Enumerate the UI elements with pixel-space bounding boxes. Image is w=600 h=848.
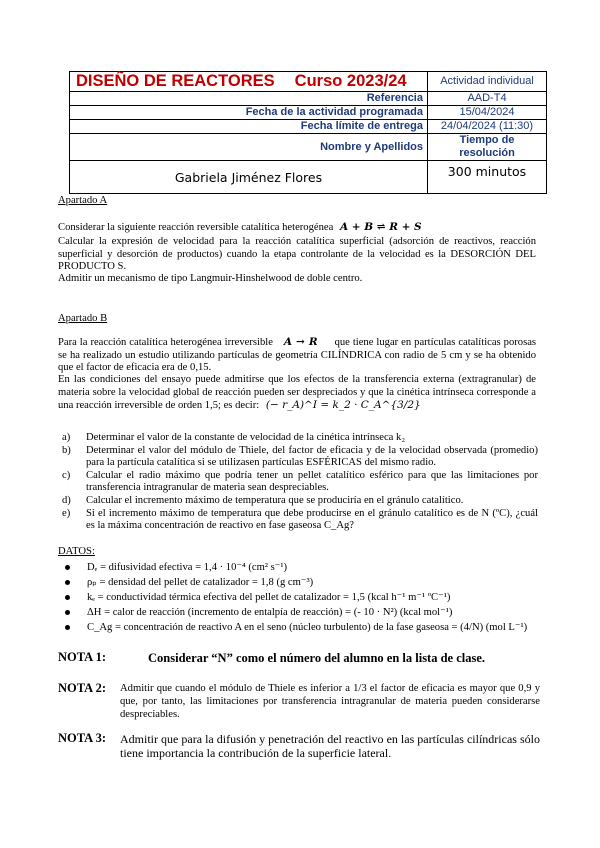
course-title [70,72,428,92]
nota-text: Considerar “N” como el número del alumno en la lista de clase. [148,651,486,665]
question-marker: b) [62,444,71,456]
list-item [58,560,548,575]
datos-text: Dₑ = difusividad efectiva = 1,4 · 10⁻⁴ (cm² s⁻¹) [87,562,288,573]
header-table [69,71,547,194]
scheduled-date-value: 15/04/2024 [428,106,547,120]
nota-label: NOTA 3: [58,731,107,745]
question-marker: a) [62,432,71,443]
activity-type: Actividad individual [428,72,547,92]
nota-text: Admitir que cuando el módulo de Thiele es inferior a 1/3 el factor de eficacia es mayor que 0,9 y que, por tanto, las limitaciones por transferencia intragranular de materia pueden considerarse despreciables. [120,683,540,720]
apartado-b-p2-text: En las condiciones del ensayo puede admitirse que los efectos de la transferencia externa (extragranular) de materia sobre la velocidad global de reacción pueden ser despreciados y que la cinética intrínseca corresponde a una reacción irreversible de orden 1,5; es decir: [58,374,536,412]
list-item [58,575,548,590]
subject-title: DISEÑO DE REACTORES [76,72,275,90]
list-item [58,470,538,495]
list-item [58,508,538,533]
question-text: Calcular el radio máximo que podría tener un pellet catalítico esférico para que las limitaciones por transferencia intragranular de materia sean despreciables. [86,469,538,494]
bullet-icon [65,580,70,585]
datos-list [58,560,548,635]
list-item [58,620,548,635]
apartado-a-p1 [58,221,536,235]
name-label: Nombre y Apellidos [70,134,428,161]
apartado-b-p1-end: que tiene lugar en partículas catalíticas porosas se ha realizado un estudio utilizando partículas de geometría CILÍNDRICA con radio de 5 cm y se ha obtenido que el factor de eficacia era de 0,15. [58,337,537,374]
apartado-b-p1-start: Para la reacción catalítica heterogénea irreversible [58,337,273,348]
list-item [58,445,538,470]
question-marker: c) [62,469,71,481]
bullet-icon [65,595,70,600]
reference-value: AAD-T4 [428,92,547,106]
apartado-a-p2: Calcular la expresión de velocidad para la reacción catalítica superficial (adsorción de reactivos, reacción superficial y desorción de productos) cuando la etapa controlante de la velocidad es la DESORCIÓN DEL PRODUCTO S. [58,236,536,273]
datos-text: ΔH = calor de reacción (incremento de entalpía de reacción) = (- 10 · N²) (kcal mol⁻¹) [87,607,453,618]
question-text: Calcular el incremento máximo de temperatura que se produciría en el gránulo catalítico. [86,494,464,506]
deadline-value: 24/04/2024 (11:30) [428,120,547,134]
apartado-a-p3: Admitir un mecanismo de tipo Langmuir-Hinshelwood de doble centro. [58,273,363,284]
datos-text: ρₚ = densidad del pellet de catalizador = 1,8 (g cm⁻³) [87,577,314,588]
nota-text: Admitir que para la difusión y penetración del reactivo en las partículas cilíndricas sólo tiene importancia la contribución de la superficie lateral. [120,732,540,760]
reaction-a: A + B ⇌ R + S [339,221,422,233]
datos-text: C_Ag = concentración de reactivo A en el seno (núcleo turbulento) de la fase gaseosa = (4/N) (mol L⁻¹) [87,622,528,633]
bullet-icon [65,625,70,630]
rate-equation: (− r_A)^I = k_2 · C_A^{3/2} [265,399,421,412]
datos-heading: DATOS: [58,546,95,557]
apartado-a-p1-text: Considerar la siguiente reacción reversible catalítica heterogénea [58,222,334,233]
course-year: Curso 2023/24 [294,72,407,90]
question-list [58,432,538,533]
apartado-a-heading: Apartado A [58,195,108,206]
time-label: Tiempo de resolución [428,134,547,161]
question-marker: e) [62,507,71,519]
nota-1 [58,651,540,666]
apartado-b-p2 [58,374,536,413]
nota-2 [58,682,540,721]
datos-text: kₑ = conductividad térmica efectiva del pellet de catalizador = 1,5 (kcal h⁻¹ m⁻¹ ºC⁻¹) [87,592,451,603]
apartado-b-p1 [58,336,536,375]
student-name: Gabriela Jiménez Flores [70,161,428,194]
question-text: Determinar el valor del módulo de Thiele, del factor de eficacia y de la velocidad observada (promedio) para la partícula catalítica si se utilizasen partículas ESFÉRICAS del mismo radio. [86,444,538,469]
nota-3 [58,732,540,760]
bullet-icon [65,565,70,570]
question-text: Determinar el valor de la constante de velocidad de la cinética intrínseca k₂ [86,432,406,443]
nota-label: NOTA 2: [58,681,107,695]
bullet-icon [65,610,70,615]
deadline-label: Fecha límite de entrega [70,120,428,134]
reference-label: Referencia [70,92,428,106]
time-value: 300 minutos [428,161,547,194]
apartado-b-heading: Apartado B [58,313,108,324]
list-item [58,432,538,445]
list-item [58,495,538,508]
list-item [58,605,548,620]
list-item [58,590,548,605]
question-text: Si el incremento máximo de temperatura que debe producirse en el gránulo catalítico es de N (ºC), ¿cuál es la máxima concentración de reactivo en fase gaseosa C_Ag? [86,507,538,532]
question-marker: d) [62,494,71,506]
reaction-b: A → R [283,336,318,348]
nota-label: NOTA 1: [58,650,107,664]
scheduled-date-label: Fecha de la actividad programada [70,106,428,120]
